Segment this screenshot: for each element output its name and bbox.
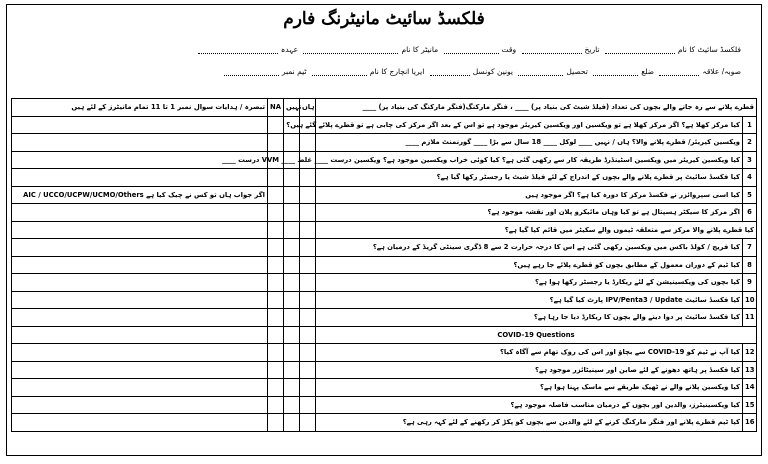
yes-cell[interactable] — [300, 396, 316, 414]
question-number: 3 — [743, 151, 757, 169]
no-cell[interactable] — [284, 204, 300, 222]
no-cell[interactable] — [284, 326, 300, 344]
remark-cell[interactable] — [12, 414, 268, 432]
yes-cell[interactable] — [300, 239, 316, 257]
na-cell[interactable] — [268, 186, 284, 204]
field-monitor-label: مانیٹر کا نام — [401, 45, 439, 54]
na-cell[interactable] — [268, 396, 284, 414]
no-cell[interactable] — [284, 344, 300, 362]
remark-cell[interactable] — [12, 326, 268, 344]
question-number: 4 — [743, 169, 757, 187]
na-cell[interactable] — [268, 379, 284, 397]
question-number: 15 — [743, 396, 757, 414]
na-cell[interactable] — [268, 274, 284, 292]
yes-cell[interactable] — [300, 379, 316, 397]
question-text: کیا بچوں کی ویکسینیشن کے لئے ریکارڈ یا رجسٹر رکھا ہوا ہے؟ — [316, 274, 743, 292]
table-row — [12, 186, 757, 204]
yes-cell[interactable] — [300, 309, 316, 327]
form-title: فلکسڈ سائیٹ مانیٹرنگ فارم — [283, 9, 485, 29]
question-text: کیا ویکسین کیریئر میں ویکسین اسٹینڈرڈ طریقہ کار سے رکھی گئی ہے؟ کیا کوئی خراب ویکسین موجود ہے؟ ویکسین درست ____ غلط ____ VVM درست ____ — [316, 151, 743, 169]
field-uc-label: یونین کونسل — [472, 67, 514, 76]
no-cell[interactable] — [284, 291, 300, 309]
question-text: کیا ویکسینیٹرز، والدین اور بچوں کے درمیان مناسب فاصلہ موجود ہے؟ — [316, 396, 743, 414]
field-date-blank[interactable] — [522, 45, 582, 54]
question-number: 8 — [743, 256, 757, 274]
table-row — [12, 169, 757, 187]
na-cell[interactable] — [268, 169, 284, 187]
question-header: قطرے پلانے سے رہ جانے والے بچوں کی تعداد (فیلڈ شیٹ کی بنیاد پر) ____ ، فنگر مارکنگ(فنگر مارکنگ کی بنیاد پر) ____ — [316, 99, 757, 117]
na-cell[interactable] — [268, 256, 284, 274]
remarks-header: تبصرہ / ہدایات سوال نمبر 1 تا 11 تمام مانیٹرز کے لئے ہیں — [12, 99, 268, 117]
question-text: کیا فکسڈ پر ہاتھ دھونے کے لئے صابن اور سینیٹائزر موجود ہے؟ — [316, 361, 743, 379]
question-number: 5 — [743, 186, 757, 204]
header-line-2 — [67, 67, 741, 76]
field-date-label: تاریخ — [584, 45, 600, 54]
remark-cell[interactable]: AIC / UCCO/UCPW/UCMO/Others اگر جواب ہاں تو کس نے چیک کیا ہے — [12, 186, 268, 204]
na-cell[interactable] — [268, 204, 284, 222]
na-cell[interactable] — [268, 326, 284, 344]
remark-cell[interactable] — [12, 239, 268, 257]
na-cell[interactable] — [268, 221, 284, 239]
question-text: کیا اسی سپروائزر نے فکسڈ مرکز کا دورہ کیا ہے؟ اگر موجود ہیں — [316, 186, 743, 204]
remark-cell[interactable] — [12, 204, 268, 222]
question-number: 6 — [743, 204, 757, 222]
field-team-no-label: ٹیم نمبر — [281, 67, 307, 76]
yes-header: ہاں — [300, 99, 316, 117]
question-number: 14 — [743, 379, 757, 397]
table-row — [12, 361, 757, 379]
question-text: کیا فکسڈ سائیٹ پر دوا دینے والے بچوں کا ریکارڈ دیا جا رہا ہے؟ — [316, 309, 743, 327]
question-text: کیا فریج / کولڈ باکس میں ویکسین رکھی گئی ہے اس کا درجہ حرارت 2 سے 8 ڈگری سینٹی گریڈ کے درمیان ہے؟ — [316, 239, 743, 257]
na-cell[interactable] — [268, 414, 284, 432]
no-cell[interactable] — [284, 169, 300, 187]
field-team-no-blank[interactable] — [224, 67, 279, 76]
remark-cell[interactable] — [12, 221, 268, 239]
table-row — [12, 151, 757, 169]
question-text: کیا ٹیم کے دوران معمول کے مطابق بچوں کو قطرے پلائے جا رہے ہیں؟ — [316, 256, 743, 274]
yes-cell[interactable] — [300, 291, 316, 309]
field-site-name-blank[interactable] — [605, 45, 675, 54]
question-number: 10 — [743, 291, 757, 309]
table-row — [12, 309, 757, 327]
table-row — [12, 239, 757, 257]
no-cell[interactable] — [284, 379, 300, 397]
monitoring-form — [6, 4, 762, 456]
question-number: 13 — [743, 361, 757, 379]
field-uc-blank[interactable] — [430, 67, 470, 76]
field-designation-blank[interactable] — [198, 45, 278, 54]
na-cell[interactable] — [268, 116, 284, 134]
table-row — [12, 221, 757, 239]
field-area-incharge-label: ایریا انچارج کا نام — [369, 67, 425, 76]
yes-cell[interactable] — [300, 274, 316, 292]
field-province-blank[interactable] — [659, 67, 699, 76]
na-cell[interactable] — [268, 291, 284, 309]
table-row — [12, 414, 757, 432]
table-row — [12, 256, 757, 274]
field-tehsil-blank[interactable] — [518, 67, 563, 76]
remark-cell[interactable] — [12, 274, 268, 292]
no-cell[interactable] — [284, 309, 300, 327]
yes-cell[interactable] — [300, 134, 316, 152]
no-header: نہیں — [284, 99, 300, 117]
question-number: 16 — [743, 414, 757, 432]
no-cell[interactable] — [284, 396, 300, 414]
yes-cell[interactable] — [300, 326, 316, 344]
remark-cell[interactable] — [12, 134, 268, 152]
yes-cell[interactable] — [300, 221, 316, 239]
table-row — [12, 134, 757, 152]
na-cell[interactable] — [268, 361, 284, 379]
na-cell[interactable] — [268, 344, 284, 362]
na-cell[interactable] — [268, 239, 284, 257]
question-text: اگر مرکز کا سیکٹر ہسپتال ہے تو کیا وہاں مائیکرو پلان اور نقشہ موجود ہے؟ — [316, 204, 743, 222]
field-designation-label: عہدہ — [280, 45, 299, 54]
yes-cell[interactable] — [300, 361, 316, 379]
na-cell[interactable] — [268, 134, 284, 152]
field-time-label: وقت — [501, 45, 517, 54]
question-text: کیا ٹیم قطرے پلانے اور فنگر مارکنگ کرنے کے لئے والدین سے بچوں کو پکڑ کر رکھنے کے لئے کہہ رہی ہے؟ — [316, 414, 743, 432]
field-time-blank[interactable] — [444, 45, 499, 54]
remark-cell[interactable] — [12, 169, 268, 187]
question-number: 12 — [743, 344, 757, 362]
no-cell[interactable] — [284, 186, 300, 204]
no-cell[interactable] — [284, 361, 300, 379]
yes-cell[interactable] — [300, 204, 316, 222]
question-number: 11 — [743, 309, 757, 327]
field-district-label: ضلع — [641, 67, 655, 76]
field-district-blank[interactable] — [593, 67, 638, 76]
table-row — [12, 116, 757, 134]
question-text: کیا مرکز کھلا ہے؟ اگر مرکز کھلا ہے تو ویکسین اور ویکسین کیریئر موجود ہے تو اس کے بعد اگر مرکز کی چابی ہے تو قطرے پلائے گئے ہیں؟ — [316, 116, 743, 134]
yes-cell[interactable] — [300, 186, 316, 204]
no-cell[interactable] — [284, 256, 300, 274]
table-row — [12, 291, 757, 309]
no-cell[interactable] — [284, 239, 300, 257]
question-text: ویکسین کیریئر/ قطرے پلانے والا؟ ہاں / نہیں ____ لوکل ____ 18 سال سے بڑا ____ گورنمنٹ ملازم ____ — [316, 134, 743, 152]
table-row — [12, 204, 757, 222]
question-text: کیا ویکسین پلانے والے نے ٹھیک طریقے سے ماسک پہنا ہوا ہے؟ — [316, 379, 743, 397]
question-text: کیا آپ نے ٹیم کو COVID-19 سے بچاؤ اور اس کی روک تھام سے آگاہ کیا؟ — [316, 344, 743, 362]
remark-cell[interactable] — [12, 344, 268, 362]
remark-cell[interactable] — [12, 291, 268, 309]
yes-cell[interactable] — [300, 414, 316, 432]
table-row — [12, 379, 757, 397]
table-header-row — [12, 99, 757, 117]
question-text: کیا فکسڈ سائیٹ IPV/Penta3 / Update پارٹ کیا گیا ہے؟ — [316, 291, 743, 309]
question-text: کیا قطرے پلانے والا مرکز سے متعلقہ ٹیموں والے سکیٹر میں قائم کیا گیا ہے؟ — [316, 221, 757, 239]
remark-cell[interactable] — [12, 309, 268, 327]
no-cell[interactable] — [284, 221, 300, 239]
covid-heading-row — [12, 326, 757, 344]
field-tehsil-label: تحصیل — [566, 67, 588, 76]
header-line-1 — [67, 45, 741, 54]
no-cell[interactable] — [284, 414, 300, 432]
table-row — [12, 344, 757, 362]
question-number: 2 — [743, 134, 757, 152]
field-province-label: صوبہ/ علاقہ — [702, 67, 741, 76]
field-area-incharge-blank[interactable] — [312, 67, 367, 76]
remark-cell[interactable] — [12, 379, 268, 397]
covid-section-heading: COVID-19 Questions — [316, 326, 757, 344]
field-monitor-blank[interactable] — [303, 45, 398, 54]
question-text: کیا فکسڈ سائیٹ پر قطرے پلانے والے بچوں کے اندراج کے لئے فیلڈ شیٹ یا رجسٹر رکھا گیا ہے؟ — [316, 169, 743, 187]
table-row — [12, 274, 757, 292]
no-cell[interactable] — [284, 274, 300, 292]
field-site-name-label: فلکسڈ سائیٹ کا نام — [677, 45, 741, 54]
yes-cell[interactable] — [300, 169, 316, 187]
no-cell[interactable] — [284, 134, 300, 152]
yes-cell[interactable] — [300, 344, 316, 362]
na-cell[interactable] — [268, 309, 284, 327]
questions-table — [11, 98, 757, 432]
question-number: 7 — [743, 239, 757, 257]
remark-cell[interactable] — [12, 361, 268, 379]
remark-cell[interactable] — [12, 116, 268, 134]
question-number: 1 — [743, 116, 757, 134]
question-number: 9 — [743, 274, 757, 292]
remark-cell[interactable] — [12, 396, 268, 414]
na-header: NA — [268, 99, 284, 117]
yes-cell[interactable] — [300, 256, 316, 274]
remark-cell[interactable] — [12, 256, 268, 274]
table-row — [12, 396, 757, 414]
